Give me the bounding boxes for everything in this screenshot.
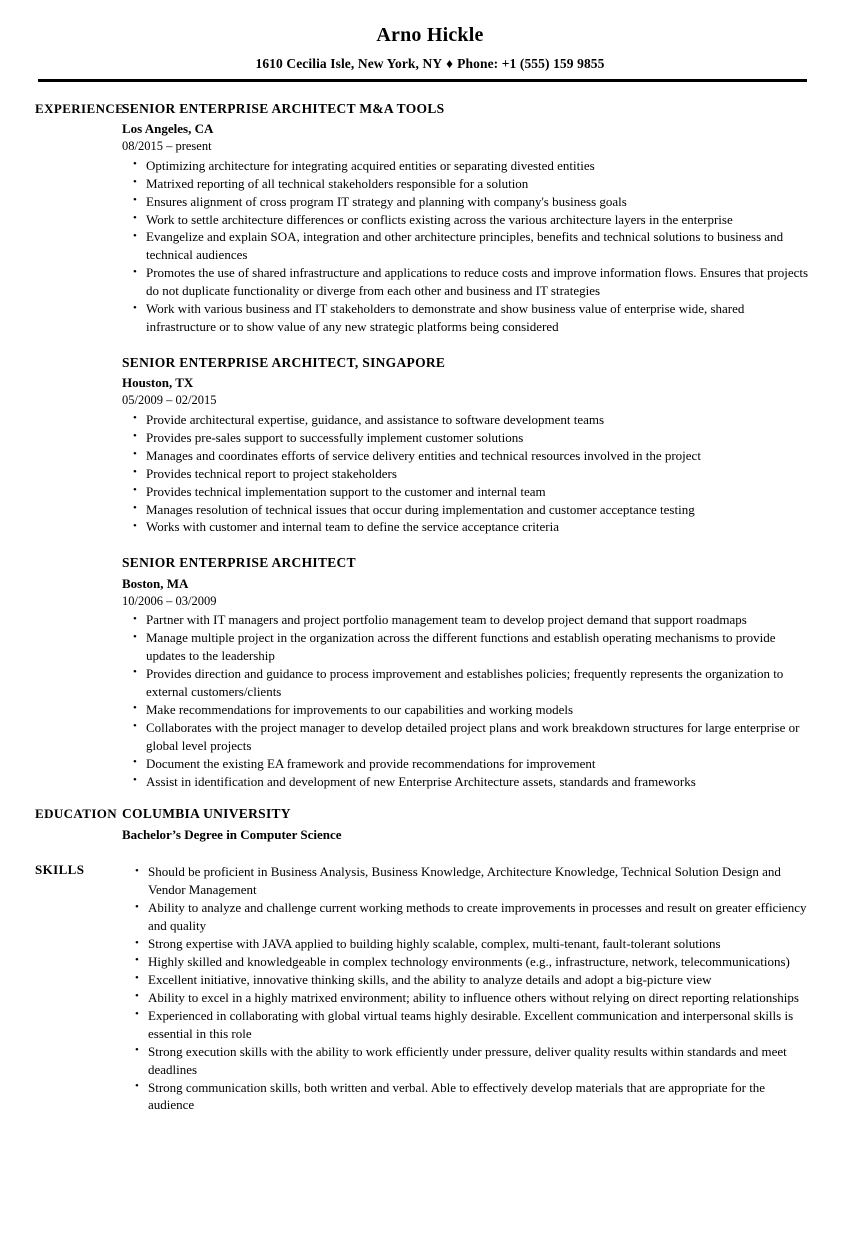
section-experience	[0, 100, 860, 791]
job-bullet: • Ensures alignment of cross program IT strategy and planning with company's business goals	[122, 193, 812, 211]
job-bullet: • Provides technical implementation support to the customer and internal team	[122, 483, 812, 501]
diamond-separator-icon: ♦	[446, 56, 454, 71]
education-school: COLUMBIA UNIVERSITY	[122, 805, 291, 821]
job-bullet: • Promotes the use of shared infrastructure and applications to reduce costs and improve information flows. Ensures that projects do not duplicate functionality or diverge from each other and business and IT strategies	[122, 264, 812, 300]
job-location: Houston, TX	[122, 375, 194, 391]
job-bullet: • Assist in identification and development of new Enterprise Architecture assets, standards and frameworks	[122, 773, 812, 791]
skills-list-container	[122, 861, 860, 1114]
skill-bullet: • Experienced in collaborating with global virtual teams highly desirable. Excellent communication and interpersonal skills is essential in this role	[122, 1007, 812, 1043]
job-bullet: • Works with customer and internal team to define the service acceptance criteria	[122, 518, 812, 536]
job-bullet: • Optimizing architecture for integrating acquired entities or separating divested entities	[122, 157, 812, 175]
job-bullet: • Manages resolution of technical issues that occur during implementation and customer acceptance testing	[122, 501, 812, 519]
contact-phone: Phone: +1 (555) 159 9855	[457, 56, 605, 71]
job-bullet: • Provide architectural expertise, guidance, and assistance to software development teams	[122, 411, 812, 429]
education-entry	[122, 805, 860, 844]
job-title: SENIOR ENTERPRISE ARCHITECT	[122, 555, 356, 571]
job-bullet: • Work with various business and IT stakeholders to demonstrate and show business value of enterprise wide, shared infrastructure or to show value of any new strategic platforms being considered	[122, 300, 812, 336]
skill-bullet: • Strong execution skills with the ability to work efficiently under pressure, deliver quality results within standards and meet deadlines	[122, 1043, 812, 1079]
experience-entry	[122, 100, 812, 336]
job-location: Los Angeles, CA	[122, 121, 214, 137]
job-dates: 10/2006 – 03/2009	[122, 593, 217, 608]
skills-bullet-list	[122, 863, 812, 1114]
resume-header	[0, 0, 860, 82]
contact-address: 1610 Cecilia Isle, New York, NY	[255, 56, 443, 71]
skill-bullet: • Should be proficient in Business Analysis, Business Knowledge, Architecture Knowledge, Technical Solution Design and Vendor Management	[122, 863, 812, 899]
job-bullet: • Matrixed reporting of all technical stakeholders responsible for a solution	[122, 175, 812, 193]
experience-entry	[122, 554, 812, 790]
job-bullet: • Partner with IT managers and project portfolio management team to develop project demand that support roadmaps	[122, 611, 812, 629]
job-title: SENIOR ENTERPRISE ARCHITECT, SINGAPORE	[122, 355, 446, 371]
job-location: Boston, MA	[122, 575, 189, 591]
section-education	[0, 805, 860, 844]
section-label-education: EDUCATION	[35, 805, 118, 821]
resume-content	[0, 82, 860, 1114]
job-bullet: • Provides direction and guidance to process improvement and establishes policies; frequently represents the organization to external customers/clients	[122, 665, 812, 701]
education-degree: Bachelor’s Degree in Computer Science	[122, 826, 342, 842]
job-bullet-list	[122, 611, 812, 790]
job-bullet: • Evangelize and explain SOA, integration and other architecture principles, benefits and technical solutions to business and technical audiences	[122, 228, 812, 264]
skill-bullet: • Strong communication skills, both written and verbal. Able to effectively develop materials that are appropriate for the audience	[122, 1079, 812, 1115]
section-label-skills: SKILLS	[35, 862, 85, 878]
skill-bullet: • Strong expertise with JAVA applied to building highly scalable, complex, multi-tenant, fault-tolerant solutions	[122, 935, 812, 953]
candidate-name: Arno Hickle	[376, 24, 484, 46]
experience-entry	[122, 354, 812, 536]
skill-bullet: • Ability to analyze and challenge current working methods to create improvements in processes and result on greater efficiency and quality	[122, 899, 812, 935]
experience-entries	[122, 100, 860, 791]
job-bullet: • Document the existing EA framework and provide recommendations for improvement	[122, 755, 812, 773]
job-dates: 05/2009 – 02/2015	[122, 393, 217, 408]
job-title: SENIOR ENTERPRISE ARCHITECT M&A TOOLS	[122, 101, 445, 116]
job-bullet-list	[122, 411, 812, 537]
job-bullet: • Provides pre-sales support to successfully implement customer solutions	[122, 429, 812, 447]
job-bullet: • Provides technical report to project stakeholders	[122, 465, 812, 483]
job-bullet: • Work to settle architecture differences or conflicts existing across the various architecture layers in the enterprise	[122, 211, 812, 229]
job-bullet-list	[122, 157, 812, 336]
skill-bullet: • Highly skilled and knowledgeable in complex technology environments (e.g., infrastructure, network, telecommunications)	[122, 953, 812, 971]
contact-line	[0, 56, 860, 72]
job-bullet: • Collaborates with the project manager to develop detailed project plans and work breakdown structures for large enterprise or global level projects	[122, 719, 812, 755]
skill-bullet: • Excellent initiative, innovative thinking skills, and the ability to analyze details and adopt a big-picture view	[122, 971, 812, 989]
section-label-experience: EXPERIENCE	[35, 101, 125, 116]
job-bullet: • Make recommendations for improvements to our capabilities and working models	[122, 701, 812, 719]
skill-bullet: • Ability to excel in a highly matrixed environment; ability to influence others without relying on direct reporting relationships	[122, 989, 812, 1007]
section-skills	[0, 861, 860, 1114]
job-bullet: • Manages and coordinates efforts of service delivery entities and technical resources involved in the project	[122, 447, 812, 465]
job-bullet: • Manage multiple project in the organization across the different functions and establish operating mechanisms to provide updates to the leadership	[122, 629, 812, 665]
job-dates: 08/2015 – present	[122, 139, 212, 154]
